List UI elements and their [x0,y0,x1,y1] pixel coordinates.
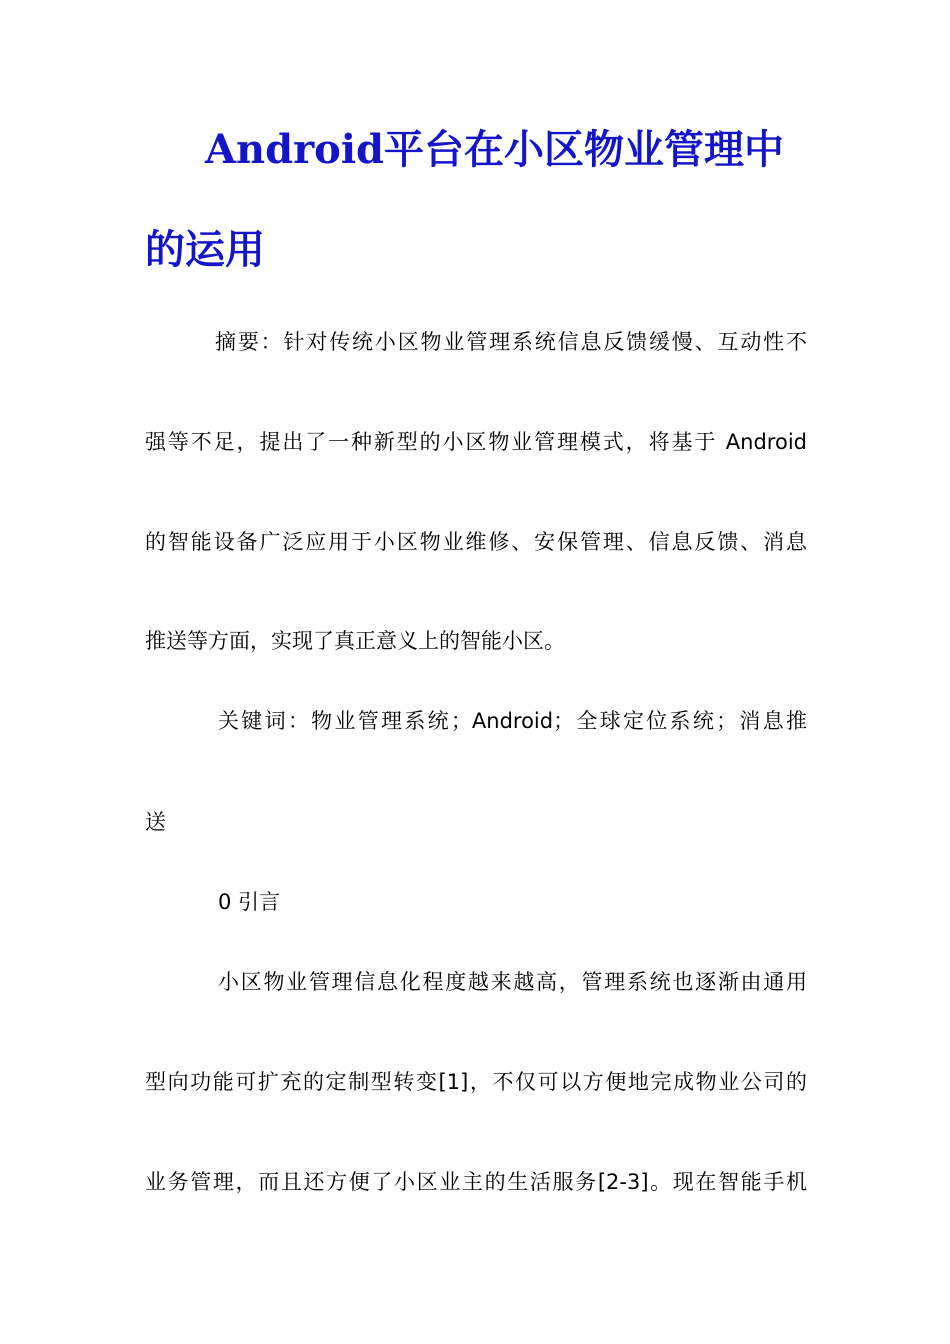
abstract-line-3: 的智能设备广泛应用于小区物业维修、安保管理、信息反馈、消息 [145,530,807,554]
abstract-line-4: 推送等方面，实现了真正意义上的智能小区。 [145,629,565,653]
intro-line-3: 业务管理，而且还方便了小区业主的生活服务[2-3]。现在智能手机 [145,1170,807,1194]
keywords-line-1: 关键词：物业管理系统；Android；全球定位系统；消息推 [218,709,807,733]
abstract-line-1: 摘要：针对传统小区物业管理系统信息反馈缓慢、互动性不 [215,330,807,354]
intro-line-1: 小区物业管理信息化程度越来越高，管理系统也逐渐由通用 [218,970,807,994]
abstract-line-2: 强等不足，提出了一种新型的小区物业管理模式，将基于 Android [145,430,807,454]
intro-line-2: 型向功能可扩充的定制型转变[1]，不仅可以方便地完成物业公司的 [145,1070,807,1094]
document-title-line-2: 的运用 [145,226,265,273]
keywords-line-2: 送 [145,810,166,834]
section-heading: 0 引言 [218,890,281,914]
document-title-line-1: Android平台在小区物业管理中 [205,126,785,173]
